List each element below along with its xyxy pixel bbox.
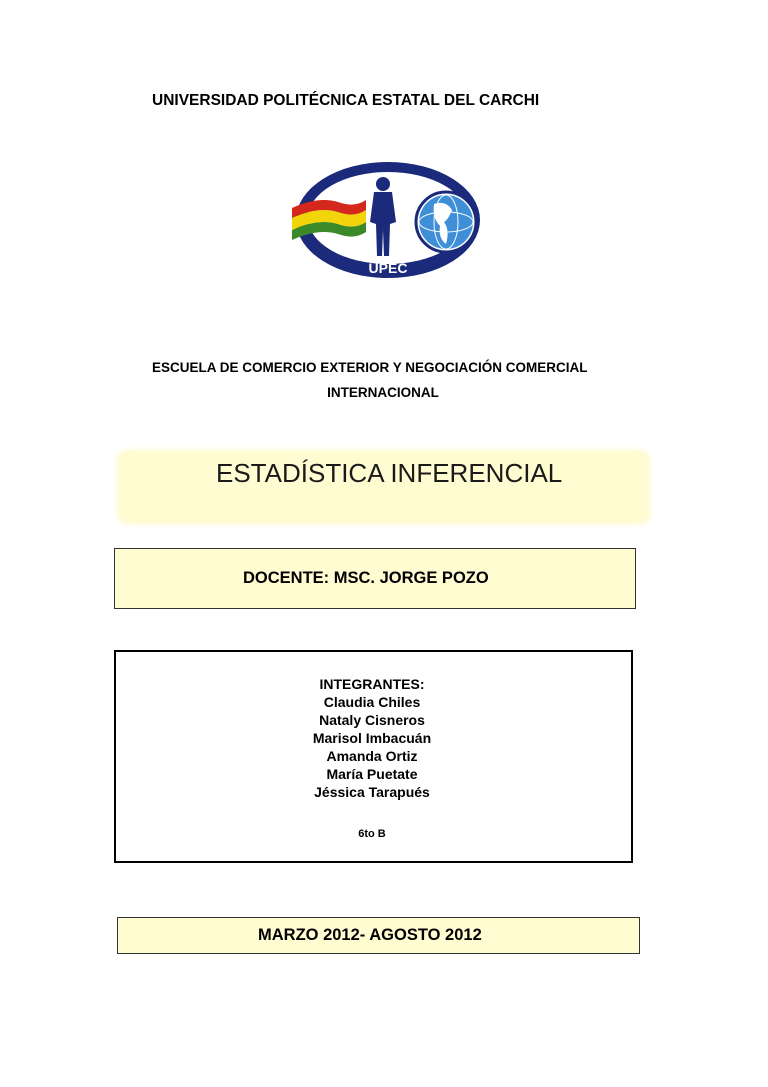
university-name: UNIVERSIDAD POLITÉCNICA ESTATAL DEL CARCHI: [152, 92, 540, 109]
school-name-line-2: INTERNACIONAL: [327, 385, 439, 400]
member-name: Jéssica Tarapués: [314, 784, 430, 800]
member-name: Claudia Chiles: [323, 694, 421, 710]
globe-icon: [416, 192, 476, 252]
period-label: MARZO 2012- AGOSTO 2012: [258, 926, 482, 944]
member-name: María Puetate: [326, 766, 418, 782]
docente-label: DOCENTE: MSC. JORGE POZO: [243, 569, 489, 587]
member-name: Marisol Imbacuán: [312, 730, 432, 746]
subject-title: ESTADÍSTICA INFERENCIAL: [216, 458, 563, 488]
course-label: 6to B: [358, 828, 386, 840]
member-name: Amanda Ortiz: [326, 748, 418, 764]
member-name: Nataly Cisneros: [319, 712, 425, 728]
members-heading: INTEGRANTES:: [319, 676, 425, 692]
upec-logo: [288, 160, 488, 282]
school-name-line-1: ESCUELA DE COMERCIO EXTERIOR Y NEGOCIACIÓN COMERCIAL: [152, 360, 588, 375]
logo-text: UPEC: [368, 260, 408, 276]
